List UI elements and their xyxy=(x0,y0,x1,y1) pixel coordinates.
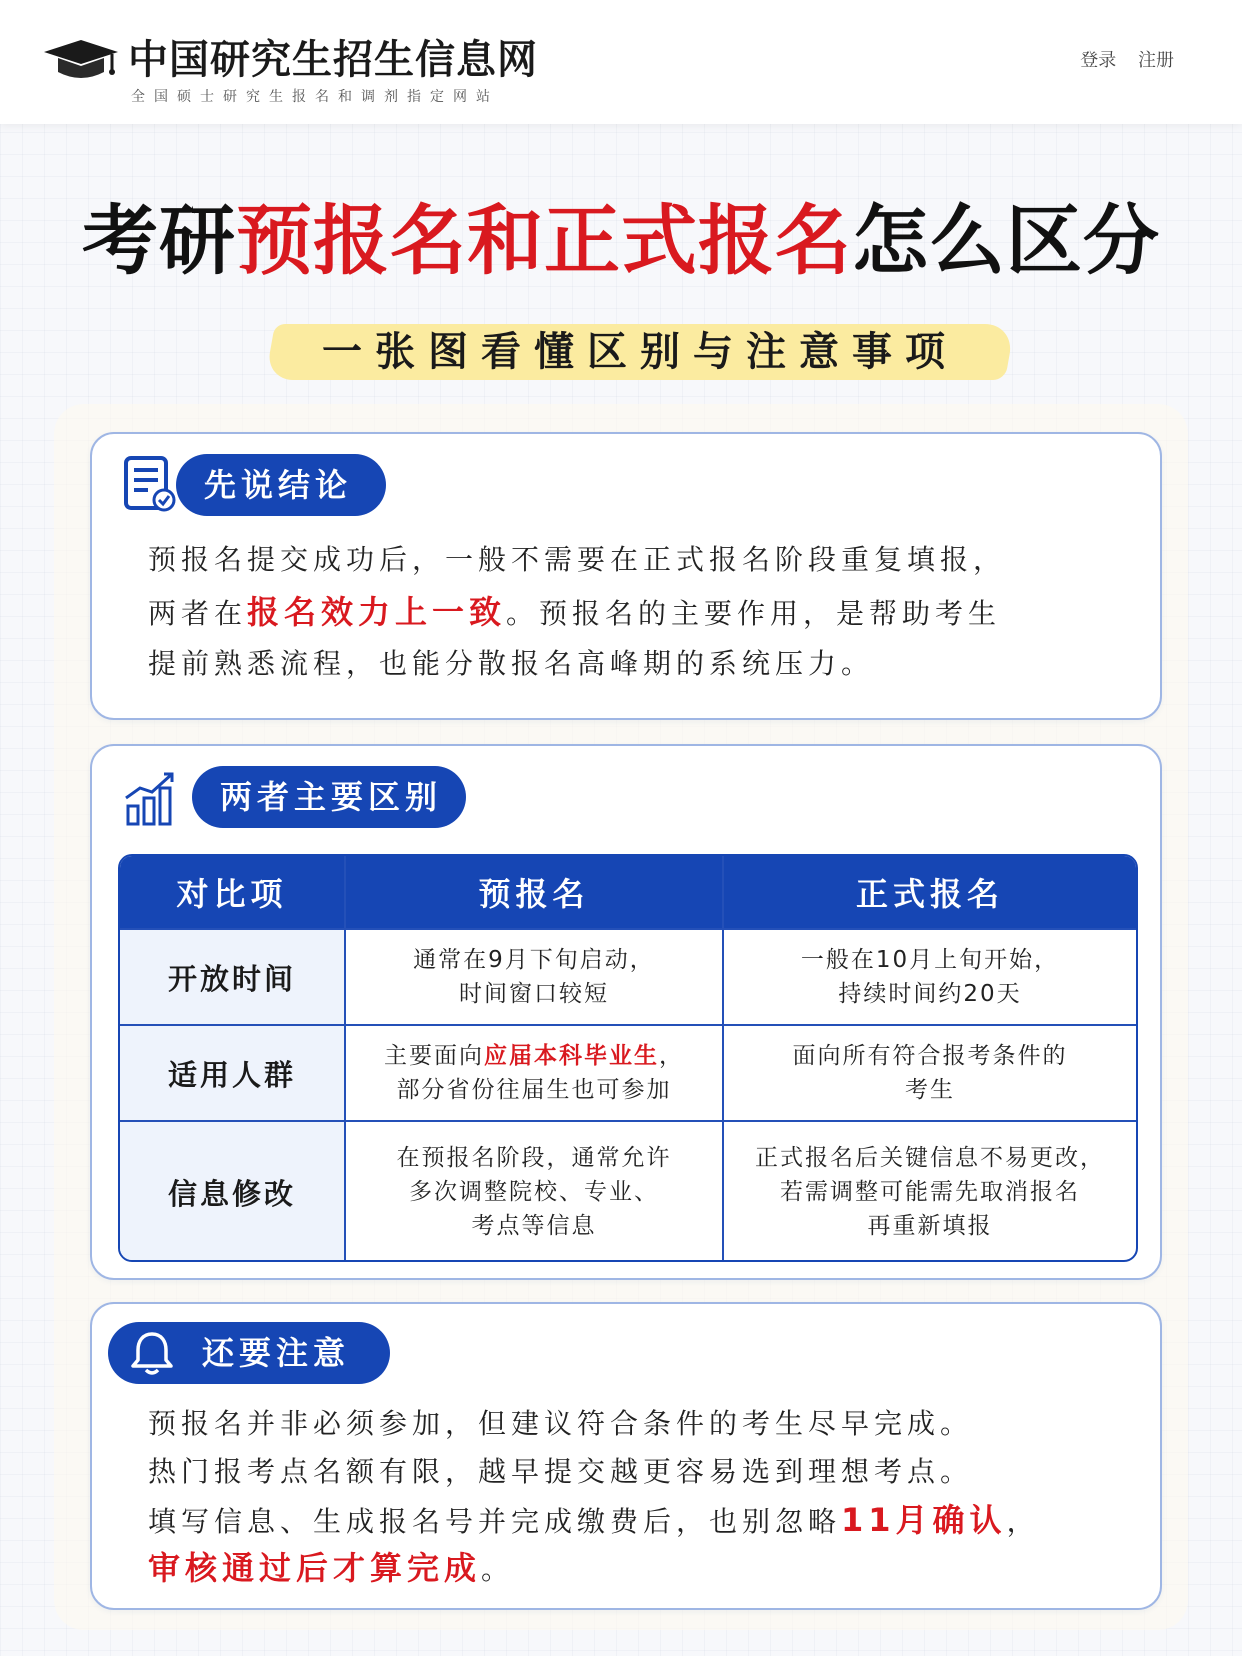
conclusion-line-2-pre: 两者在 xyxy=(148,597,248,630)
notes-line-1: 预报名并非必须参加，但建议符合条件的考生尽早完成。 xyxy=(148,1407,974,1440)
cell-line: 考生 xyxy=(905,1077,955,1103)
differences-heading: 两者主要区别 xyxy=(192,766,466,828)
bar-chart-icon xyxy=(122,768,182,828)
pre-cell xyxy=(346,1122,724,1262)
cell-line: 若需调整可能需先取消报名 xyxy=(780,1179,1080,1205)
table-row xyxy=(120,928,1136,1024)
title-part-1: 考研 xyxy=(82,196,236,285)
pre-cell xyxy=(346,930,724,1024)
table-header-row xyxy=(120,856,1136,928)
cell-line: 正式报名后关键信息不易更改， xyxy=(755,1145,1105,1171)
title-highlight: 预报名和正式报名 xyxy=(236,196,852,285)
cell-line: 再重新填报 xyxy=(867,1213,993,1239)
title-part-3: 怎么区分 xyxy=(852,196,1160,285)
row-label: 信息修改 xyxy=(120,1122,346,1262)
notes-text xyxy=(148,1400,1040,1592)
bell-icon xyxy=(128,1330,176,1378)
notes-heading: 还要注意 xyxy=(108,1322,390,1384)
notes-line-3-pre: 填写信息、生成报名号并完成缴费后，也别忽略 xyxy=(148,1505,842,1538)
notes-line-3 xyxy=(148,1496,1040,1544)
column-header-pre: 预报名 xyxy=(346,856,724,928)
page-title xyxy=(0,180,1242,289)
cell-line: 时间窗口较短 xyxy=(459,981,609,1007)
graduation-cap-icon xyxy=(42,38,120,82)
cell-text: 主要面向 xyxy=(384,1043,484,1069)
cell-line: 一般在10月上旬开始， xyxy=(800,947,1060,973)
formal-cell xyxy=(724,930,1136,1024)
cell-line: 部分省份往届生也可参加 xyxy=(396,1077,672,1103)
notes-line-2: 热门报考点名额有限，越早提交越更容易选到理想考点。 xyxy=(148,1455,974,1488)
conclusion-line-2-post: 。预报名的主要作用，是帮助考生 xyxy=(506,597,1002,630)
register-link[interactable]: 注册 xyxy=(1138,50,1174,71)
conclusion-line-3: 提前熟悉流程，也能分散报名高峰期的系统压力。 xyxy=(148,647,875,680)
subtitle-banner xyxy=(270,318,1010,386)
cell-line: 通常在9月下旬启动， xyxy=(413,947,655,973)
notes-card xyxy=(90,1302,1162,1610)
conclusion-line-2 xyxy=(148,586,1006,638)
formal-cell xyxy=(724,1122,1136,1262)
site-header xyxy=(0,0,1242,124)
column-header-formal: 正式报名 xyxy=(855,875,1004,913)
document-check-icon xyxy=(122,454,178,514)
conclusion-highlight: 报名效力上一致 xyxy=(247,593,507,631)
row-label: 开放时间 xyxy=(120,930,346,1024)
differences-card xyxy=(90,744,1162,1280)
cell-line: 在预报名阶段，通常允许 xyxy=(396,1145,672,1171)
column-header-item: 对比项 xyxy=(120,856,346,928)
login-link[interactable]: 登录 xyxy=(1080,50,1117,71)
site-name[interactable]: 中国研究生招生信息网 xyxy=(128,36,538,83)
notes-highlight-confirm: 11月确认 xyxy=(841,1501,1007,1539)
table-row xyxy=(120,1120,1136,1262)
comparison-table xyxy=(118,854,1138,1262)
table-row xyxy=(120,1024,1136,1120)
pre-cell xyxy=(346,1026,724,1120)
auth-links xyxy=(1064,46,1174,72)
conclusion-card xyxy=(90,432,1162,720)
notes-line-4 xyxy=(148,1544,1040,1592)
cell-text: ， xyxy=(659,1043,684,1069)
notes-line-4-post: 。 xyxy=(481,1553,515,1586)
row-label: 适用人群 xyxy=(120,1026,346,1120)
subtitle-text: 一张图看懂区别与注意事项 xyxy=(322,329,958,375)
conclusion-heading: 先说结论 xyxy=(176,454,386,516)
conclusion-text xyxy=(148,534,1006,690)
cell-line: 考点等信息 xyxy=(471,1213,597,1239)
notes-highlight-review: 审核通过后才算完成 xyxy=(148,1549,482,1587)
cell-line: 持续时间约20天 xyxy=(838,981,1022,1007)
cell-line: 多次调整院校、专业、 xyxy=(409,1179,659,1205)
notes-line-3-post: ， xyxy=(1006,1505,1040,1538)
cell-line: 面向所有符合报考条件的 xyxy=(792,1043,1068,1069)
cell-highlight: 应届本科毕业生 xyxy=(484,1043,659,1069)
site-tagline: 全国硕士研究生报名和调剂指定网站 xyxy=(131,89,499,105)
conclusion-line-1: 预报名提交成功后，一般不需要在正式报名阶段重复填报， xyxy=(148,543,1007,576)
formal-cell xyxy=(724,1026,1136,1120)
cell-line xyxy=(384,1039,684,1073)
